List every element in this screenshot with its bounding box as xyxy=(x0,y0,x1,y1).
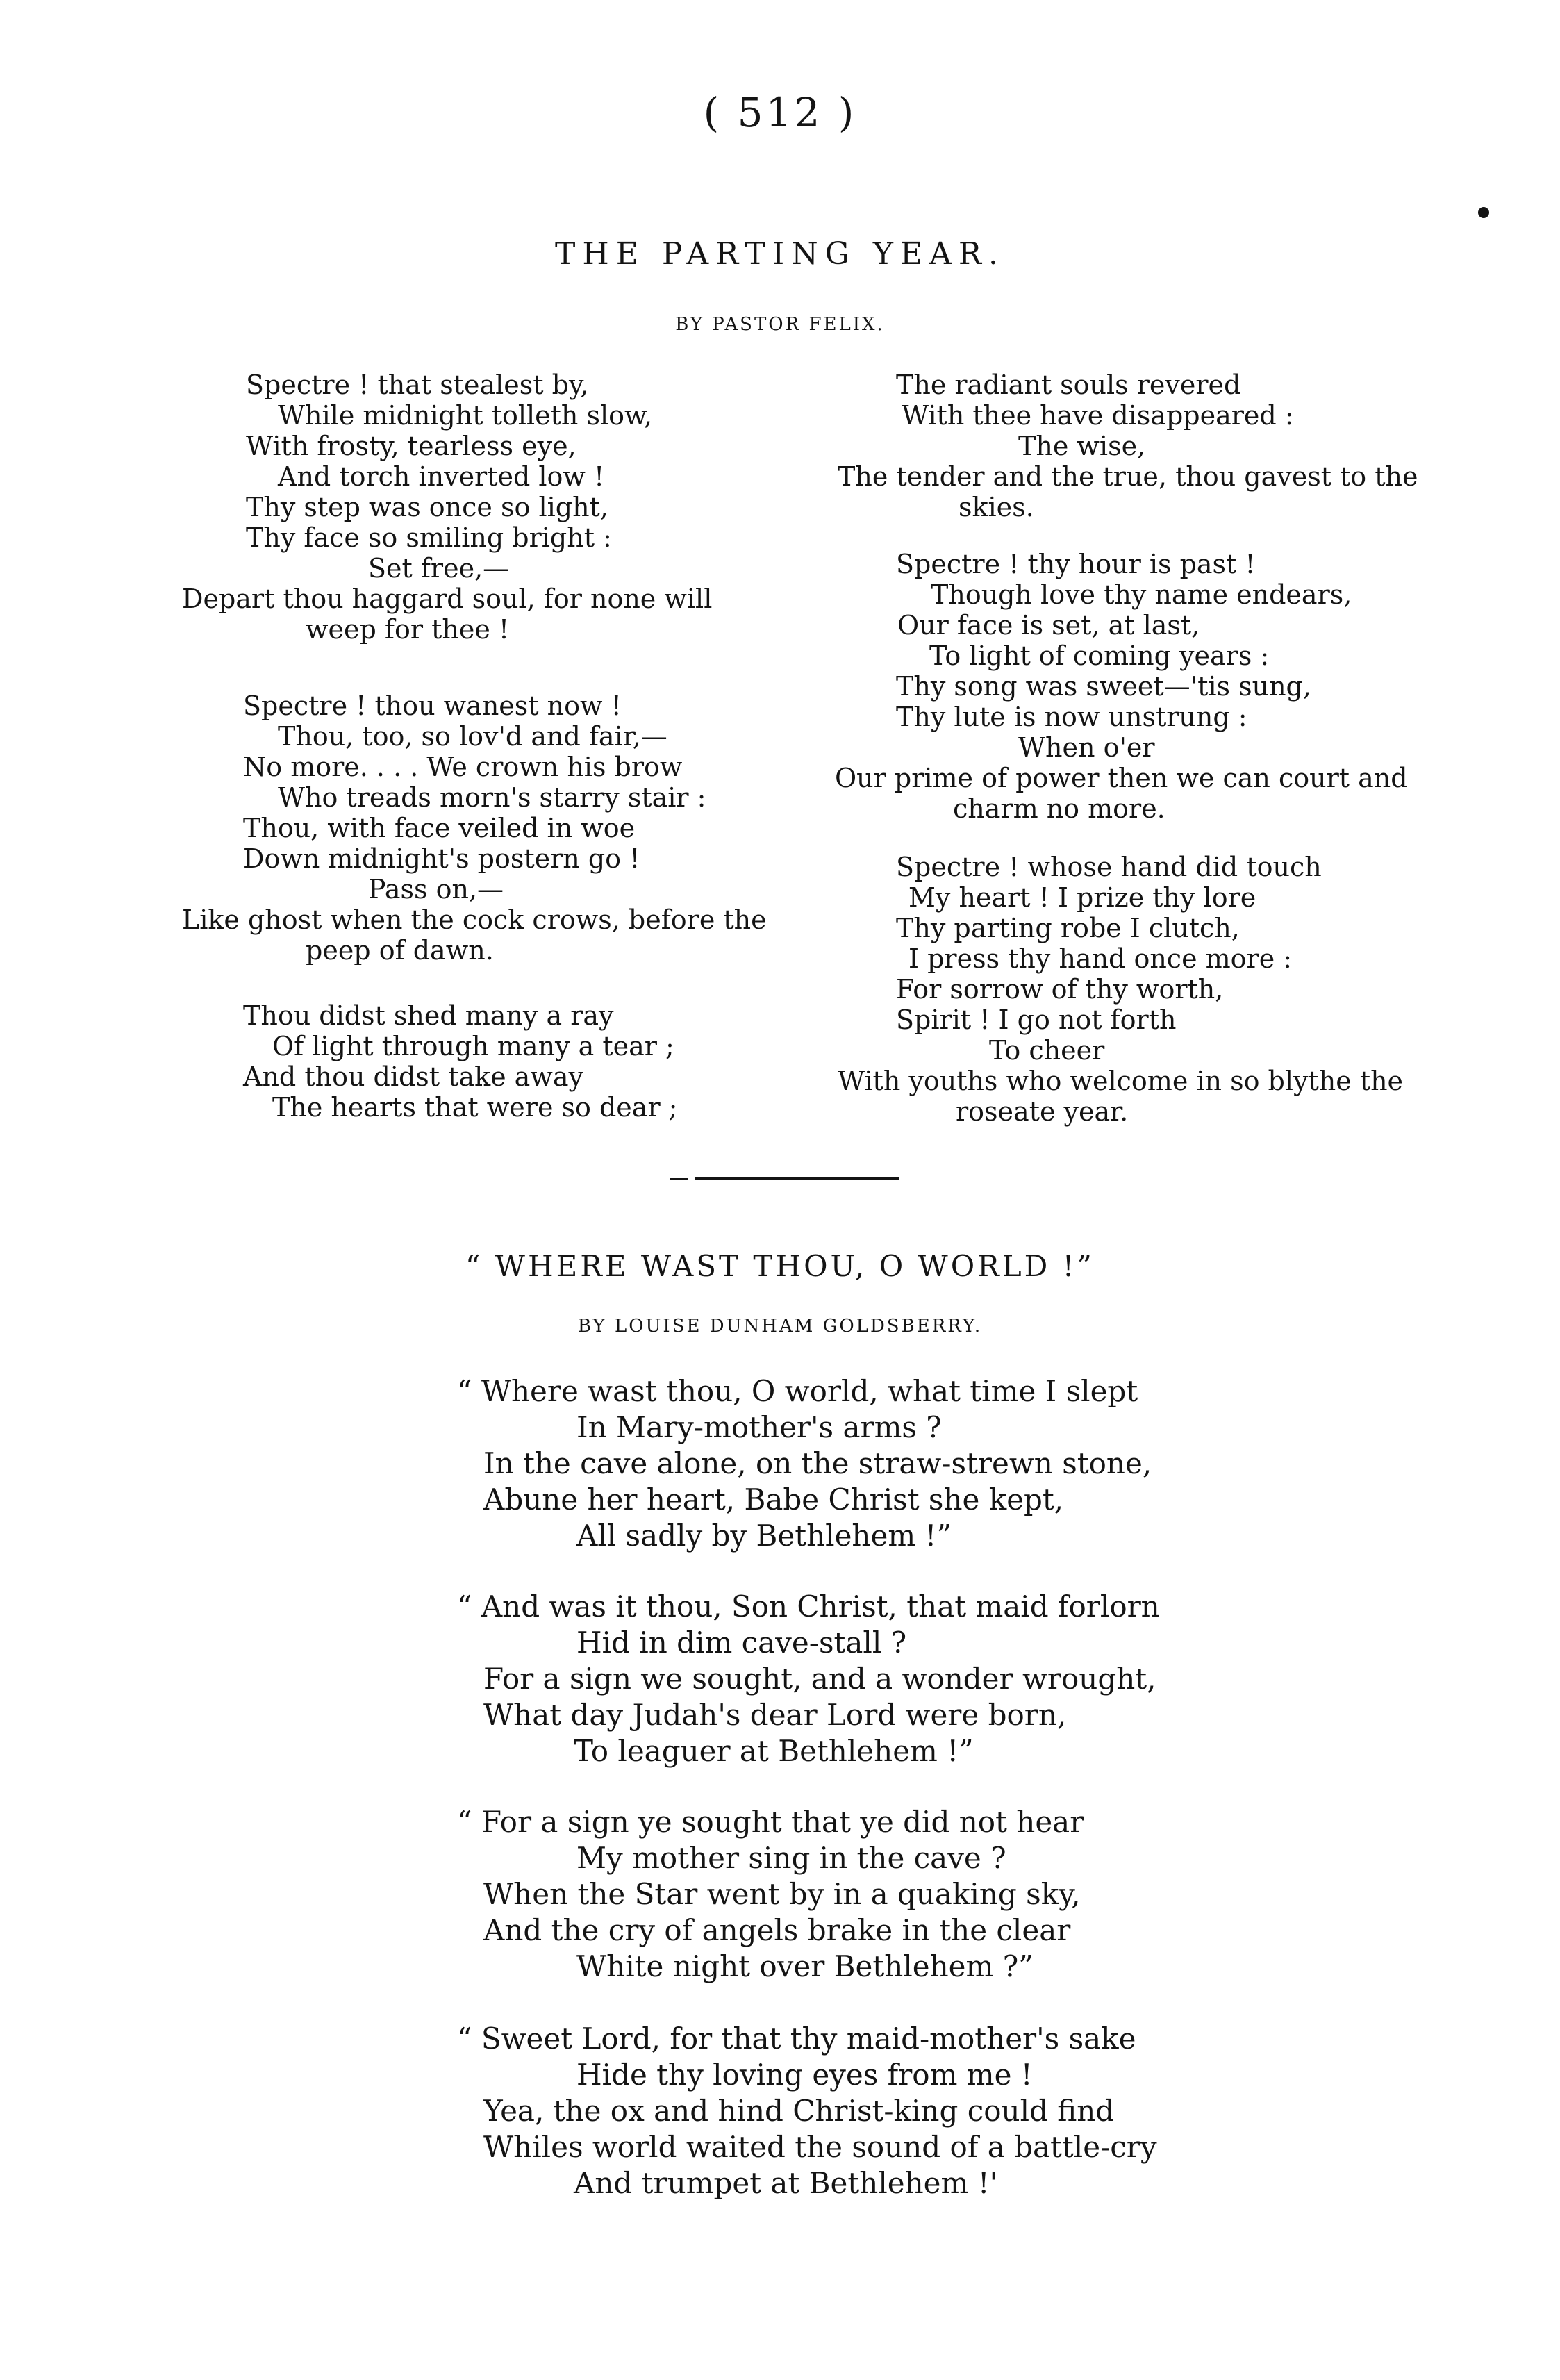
poem-line: Abune her heart, Babe Christ she kept, xyxy=(483,1482,1064,1517)
poem-line: Pass on,— xyxy=(368,874,504,904)
poem-line: Thy face so smiling bright : xyxy=(246,522,612,553)
poem-line: To leaguer at Bethlehem !” xyxy=(574,1734,974,1768)
poem-line: Spirit ! I go not forth xyxy=(896,1005,1177,1035)
poem-line: Thou, too, so lov'd and fair,— xyxy=(278,721,667,752)
poem-title-parting-year: THE PARTING YEAR. xyxy=(555,236,1005,272)
poem-line: weep for thee ! xyxy=(306,614,510,645)
ink-dot xyxy=(1478,207,1489,218)
poem-line: When o'er xyxy=(1018,732,1155,763)
poem-line: Thou, with face veiled in woe xyxy=(243,813,636,843)
poem-line: The hearts that were so dear ; xyxy=(272,1092,678,1123)
poem-line: Thou didst shed many a ray xyxy=(243,1000,614,1031)
poem-line: The radiant souls revered xyxy=(896,370,1241,400)
poem-line: Though love thy name endears, xyxy=(931,579,1352,610)
poem-line: All sadly by Bethlehem !” xyxy=(576,1519,952,1553)
poem-line: While midnight tolleth slow, xyxy=(278,400,653,431)
poem-line: My mother sing in the cave ? xyxy=(576,1841,1006,1875)
poem-line: Our face is set, at last, xyxy=(897,610,1200,641)
poem-line: To cheer xyxy=(989,1035,1105,1066)
poem-line: My heart ! I prize thy lore xyxy=(908,882,1256,913)
poem-line: Spectre ! that stealest by, xyxy=(246,370,589,400)
poem-line: Down midnight's postern go ! xyxy=(243,843,640,874)
poem-line: “ For a sign ye sought that ye did not hear xyxy=(457,1805,1084,1839)
poem-line: Spectre ! thy hour is past ! xyxy=(896,549,1256,579)
poem-line: Thy song was sweet—'tis sung, xyxy=(896,671,1311,702)
poem-line: “ And was it thou, Son Christ, that maid forlorn xyxy=(457,1589,1160,1623)
separator-rule-dash xyxy=(670,1178,688,1180)
poem-line: In Mary-mother's arms ? xyxy=(576,1410,942,1444)
poem-line: And torch inverted low ! xyxy=(278,461,605,492)
separator-rule xyxy=(695,1177,899,1180)
poem-line: I press thy hand once more : xyxy=(908,943,1293,974)
poem-line: “ Sweet Lord, for that thy maid-mother's sake xyxy=(457,2022,1136,2056)
poem-line: When the Star went by in a quaking sky, xyxy=(483,1877,1081,1911)
poem-line: With thee have disappeared : xyxy=(902,400,1294,431)
poem-line: The tender and the true, thou gavest to the xyxy=(838,461,1418,492)
poem-line: Spectre ! thou wanest now ! xyxy=(243,691,622,721)
poem-line: roseate year. xyxy=(956,1096,1129,1127)
page-number: ( 512 ) xyxy=(703,89,857,136)
poem-line: To light of coming years : xyxy=(929,641,1270,671)
poem-line: Set free,— xyxy=(368,553,510,584)
poem-title-where-wast-thou: “ WHERE WAST THOU, O WORLD !” xyxy=(465,1249,1095,1283)
poem-line: skies. xyxy=(959,492,1034,522)
poem-line: What day Judah's dear Lord were born, xyxy=(483,1698,1067,1732)
poem-line: For a sign we sought, and a wonder wrought, xyxy=(483,1662,1156,1696)
poem-line: Depart thou haggard soul, for none will xyxy=(182,584,713,614)
poem-line: In the cave alone, on the straw-strewn stone, xyxy=(483,1446,1152,1480)
poem-line: Spectre ! whose hand did touch xyxy=(896,852,1322,882)
poem-line: And trumpet at Bethlehem !' xyxy=(574,2166,998,2200)
poem-line: For sorrow of thy worth, xyxy=(896,974,1224,1005)
poem-line: Whiles world waited the sound of a battle-cry xyxy=(483,2130,1157,2164)
poem-line: Who treads morn's starry stair : xyxy=(278,782,706,813)
poem-line: Yea, the ox and hind Christ-king could find xyxy=(483,2094,1115,2128)
poem-line: The wise, xyxy=(1018,431,1146,461)
poem-line: Hide thy loving eyes from me ! xyxy=(576,2058,1033,2092)
poem-byline-goldsberry: BY LOUISE DUNHAM GOLDSBERRY. xyxy=(577,1316,983,1337)
poem-line: And the cry of angels brake in the clear xyxy=(483,1913,1071,1947)
poem-line: Thy step was once so light, xyxy=(246,492,608,522)
poem-line: Like ghost when the cock crows, before the xyxy=(182,904,767,935)
poem-line: “ Where wast thou, O world, what time I slept xyxy=(457,1374,1138,1408)
poem-line: And thou didst take away xyxy=(243,1061,583,1092)
poem-byline-pastor-felix: BY PASTOR FELIX. xyxy=(675,314,885,335)
poem-line: Of light through many a tear ; xyxy=(272,1031,674,1061)
poem-line: Thy parting robe I clutch, xyxy=(896,913,1240,943)
poem-line: Our prime of power then we can court and xyxy=(835,763,1408,793)
poem-line: peep of dawn. xyxy=(306,935,494,966)
poem-line: charm no more. xyxy=(953,793,1165,824)
poem-line: White night over Bethlehem ?” xyxy=(576,1949,1034,1983)
poem-line: With frosty, tearless eye, xyxy=(246,431,576,461)
poem-line: Thy lute is now unstrung : xyxy=(896,702,1247,732)
poem-line: Hid in dim cave-stall ? xyxy=(576,1626,907,1660)
poem-line: With youths who welcome in so blythe the xyxy=(838,1066,1404,1096)
poem-line: No more. . . . We crown his brow xyxy=(243,752,683,782)
